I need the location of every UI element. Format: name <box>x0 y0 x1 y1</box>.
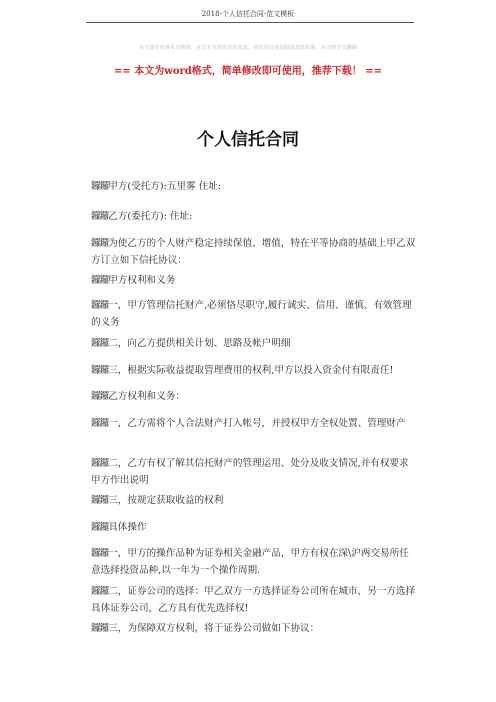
paragraph: 鑼鑼三，为保障双方权利，将于证券公司做如下协议： <box>91 623 320 634</box>
indent-glyph: 鑼鑼 <box>91 623 109 634</box>
indent-glyph: 鑼鑼 <box>91 522 109 533</box>
indent-glyph: 鑼鑼 <box>91 418 109 429</box>
format-banner: == 本文为word格式，简单修改即可使用，推荐下载！ == <box>113 66 383 77</box>
paragraph: 鑼鑼二，证券公司的选择：甲乙双方一方选择证券公司所在城市，另一方选择具体证券公司，乙方具有优先选择权! <box>91 586 416 614</box>
paragraph: 鑼鑼三，按规定获取收益的权利 <box>91 495 224 506</box>
paragraph: 鑼鑼具体操作 <box>91 522 147 533</box>
paragraph: 鑼鑼一，甲方的操作品种为证券相关金融产品，甲方有权在深\沪两交易所任意选择投资品种,以一年为一个操作周期. <box>91 548 409 576</box>
paragraph: 鑼鑼二，乙方有权了解其信托财产的管理运用、处分及收支情况,并有权要求甲方作出说明 <box>91 458 409 486</box>
header-divider <box>86 22 414 23</box>
disclaimer-text: 本文部分内容来自网络，本司不为其真实性负责，如有异议或侵权请及时联系，本司将予以删除 <box>138 45 358 51</box>
indent-glyph: 鑼鑼 <box>91 495 109 506</box>
indent-glyph: 鑼鑼 <box>91 275 109 286</box>
indent-glyph: 鑼鑼 <box>91 338 109 349</box>
indent-glyph: 鑼鑼 <box>91 548 109 559</box>
paragraph: 鑼鑼一，乙方需将个人合法财产打入帐号，并授权甲方全权处置、管理财产 <box>91 418 406 429</box>
indent-glyph: 鑼鑼 <box>91 300 109 311</box>
paragraph: 鑼鑼为使乙方的个人财产稳定持续保值、增值，特在平等协商的基础上甲乙双方订立如下信托协议： <box>91 238 416 266</box>
paragraph: 鑼鑼甲方权利和义务 <box>91 275 176 286</box>
indent-glyph: 鑼鑼 <box>91 365 109 376</box>
indent-glyph: 鑼鑼 <box>91 238 109 249</box>
paragraph: 鑼鑼甲方(受托方):五里雾 住址: <box>91 181 222 192</box>
indent-glyph: 鑼鑼 <box>91 586 109 597</box>
paragraph: 鑼鑼一，甲方管理信托财产,必须恪尽职守,履行诚实、信用、谨慎、有效管理的义务 <box>91 300 412 328</box>
indent-glyph: 鑼鑼 <box>91 181 109 192</box>
paragraph: 鑼鑼三，根据实际收益提取管理费用的权利,甲方以投入资金付有限责任! <box>91 365 394 376</box>
indent-glyph: 鑼鑼 <box>91 211 109 222</box>
paragraph: 鑼鑼乙方权利和义务： <box>91 391 185 402</box>
paragraph: 鑼鑼二，向乙方提供相关计划、思路及帐户明细 <box>91 338 291 349</box>
page-header-title: 2018-个人信托合同-范文模板 <box>201 10 295 18</box>
document-title: 个人信托合同 <box>197 130 299 150</box>
paragraph: 鑼鑼乙方(委托方): 住址: <box>91 211 193 222</box>
indent-glyph: 鑼鑼 <box>91 391 109 402</box>
indent-glyph: 鑼鑼 <box>91 458 109 469</box>
